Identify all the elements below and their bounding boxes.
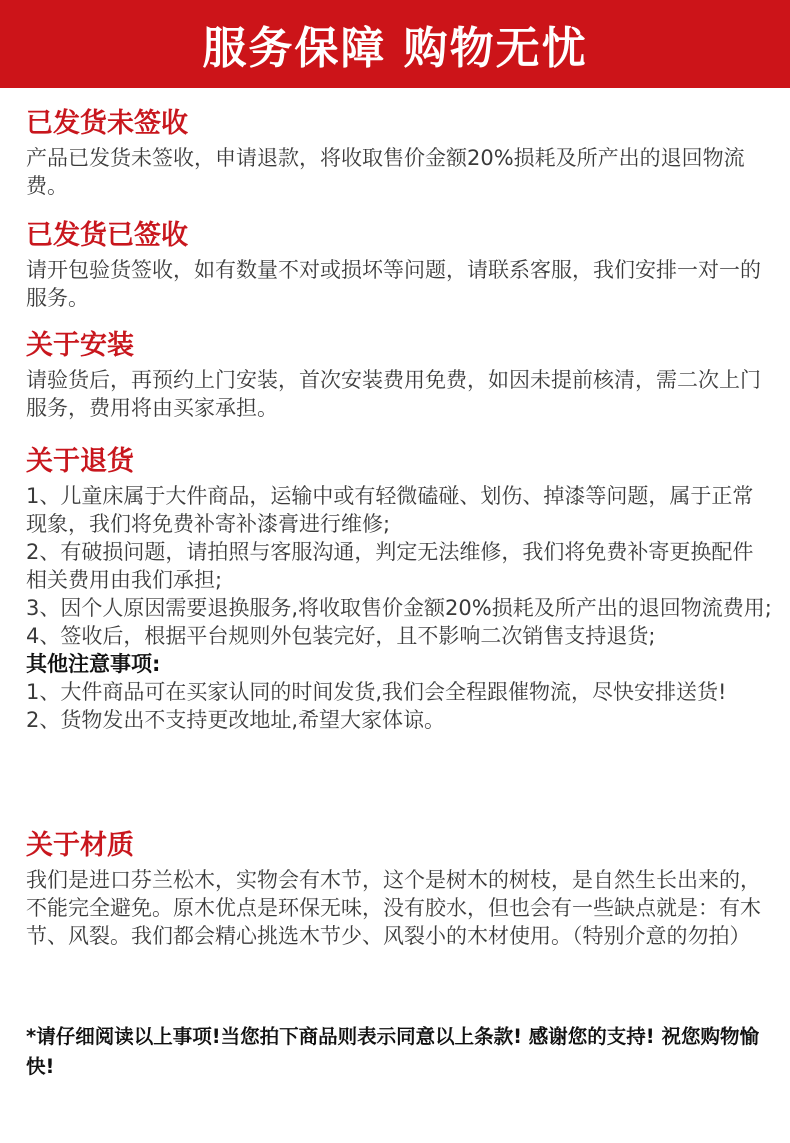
other-notes-title: 其他注意事项:	[26, 652, 161, 676]
list-item: 4、签收后，根据平台规则外包装完好，且不影响二次销售支持退货;	[26, 624, 656, 648]
footer-notice: *请仔细阅读以上事项!当您拍下商品则表示同意以上条款! 感谢您的支持! 祝您购物愉快!	[26, 1025, 759, 1078]
section-title: 关于退货	[26, 446, 134, 477]
list-item: 1、大件商品可在买家认同的时间发货,我们会全程跟催物流，尽快安排送货!	[26, 680, 727, 704]
header-banner	[0, 0, 790, 88]
section-title: 关于安装	[26, 330, 134, 361]
section-title: 已发货未签收	[26, 108, 188, 139]
list-item: 1、儿童床属于大件商品，运输中或有轻微磕碰、划伤、掉漆等问题，属于正常现象，我们将免费补寄补漆膏进行维修;	[26, 484, 754, 536]
section-shipped-not-received	[26, 104, 774, 200]
section-text: 请验货后，再预约上门安装，首次安装费用免费，如因未提前核清，需二次上门服务，费用将由买家承担。	[26, 368, 761, 420]
section-shipped-received	[26, 216, 774, 312]
section-text: 我们是进口芬兰松木，实物会有木节，这个是树木的树枝，是自然生长出来的，不能完全避免。原木优点是环保无味，没有胶水，但也会有一些缺点就是：有木节、风裂。我们都会精心挑选木节少、风裂小的木材使用。（特别介意的勿拍）	[26, 868, 761, 948]
section-text: 产品已发货未签收，申请退款，将收取售价金额20%损耗及所产出的退回物流费。	[26, 146, 745, 198]
section-text: 请开包验货签收，如有数量不对或损坏等问题，请联系客服，我们安排一对一的服务。	[26, 258, 761, 310]
list-item: 2、货物发出不支持更改地址,希望大家体谅。	[26, 708, 446, 732]
list-item: 3、因个人原因需要退换服务,将收取售价金额20%损耗及所产出的退回物流费用;	[26, 596, 772, 620]
banner-title: 服务保障 购物无忧	[202, 23, 588, 74]
section-material	[26, 826, 774, 950]
section-title: 已发货已签收	[26, 220, 188, 251]
section-installation	[26, 326, 774, 422]
section-returns	[26, 442, 774, 734]
section-title: 关于材质	[26, 830, 134, 861]
list-item: 2、有破损问题，请拍照与客服沟通，判定无法维修，我们将免费补寄更换配件相关费用由我们承担;	[26, 540, 754, 592]
